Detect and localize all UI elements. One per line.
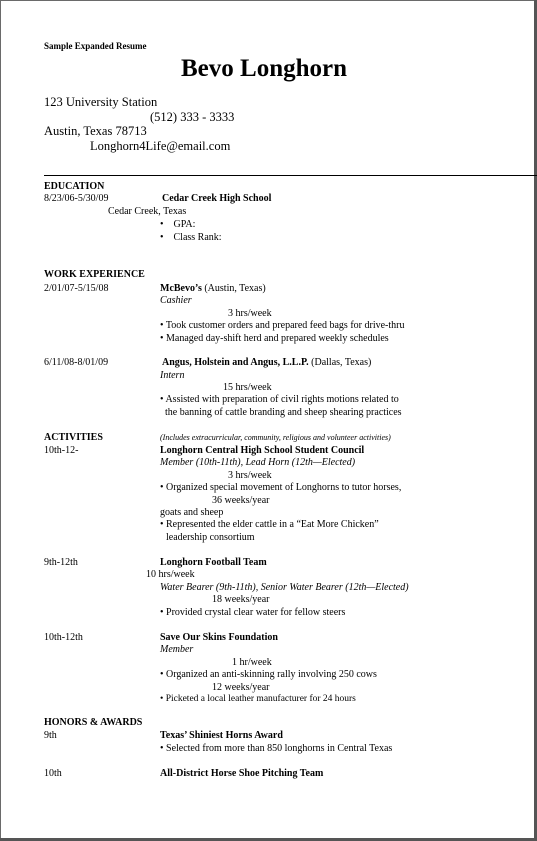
- activity-2-hours-top: 10 hrs/week: [146, 569, 195, 580]
- activity-3-line-1: • Organized an anti-skinning rally involving 250 cows: [160, 669, 377, 680]
- education-bullet-gpa: • GPA:: [160, 219, 196, 230]
- activities-note: (Includes extracurricular, community, religious and volunteer activities): [160, 433, 391, 442]
- education-school: Cedar Creek High School: [162, 193, 272, 204]
- activity-1-line-4: leadership consortium: [166, 532, 255, 543]
- education-heading: EDUCATION: [44, 181, 105, 192]
- activity-1-org: Longhorn Central High School Student Council: [160, 445, 365, 456]
- activity-2-line-1: • Provided crystal clear water for fellow steers: [160, 607, 346, 618]
- job-2-place: (Dallas, Texas): [311, 357, 372, 368]
- job-1-bullet-1: • Took customer orders and prepared feed bags for drive-thru: [160, 320, 405, 331]
- job-1-bullet-2: • Managed day-shift herd and prepared weekly schedules: [160, 333, 389, 344]
- activity-1-line-3: • Represented the elder cattle in a “Eat More Chicken”: [160, 519, 379, 530]
- job-2-title: Intern: [160, 370, 185, 381]
- address-line-1: 123 University Station: [44, 95, 158, 109]
- document-caption: Sample Expanded Resume: [44, 41, 147, 51]
- activity-2-org: Longhorn Football Team: [160, 557, 267, 568]
- honors-heading: HONORS & AWARDS: [44, 717, 143, 728]
- address-line-2: Austin, Texas 78713: [44, 124, 147, 138]
- activity-3-dates: 10th-12th: [44, 632, 83, 643]
- activity-1-line-2: goats and sheep: [160, 507, 224, 518]
- activity-2-weeks: 18 weeks/year: [212, 594, 270, 605]
- job-2-bullet-2: the banning of cattle branding and sheep shearing practices: [160, 407, 402, 418]
- job-1-title: Cashier: [160, 295, 192, 306]
- job-2-employer: Angus, Holstein and Angus, L.L.P.: [162, 357, 309, 368]
- job-1-employer: McBevo’s: [160, 283, 202, 294]
- job-2-employer-line: [162, 358, 371, 368]
- honor-1-dates: 9th: [44, 730, 57, 741]
- activity-3-line-2: • Picketed a local leather manufacturer for 24 hours: [160, 694, 356, 704]
- activities-heading: ACTIVITIES: [44, 432, 103, 443]
- phone-number: (512) 333 - 3333: [150, 110, 235, 124]
- honor-2-dates: 10th: [44, 768, 62, 779]
- activity-2-dates: 9th-12th: [44, 557, 78, 568]
- bullet-text: Class Rank:: [173, 232, 222, 243]
- job-1-dates: 2/01/07-5/15/08: [44, 283, 109, 294]
- bullet-text: GPA:: [173, 219, 196, 230]
- education-bullet-rank: • Class Rank:: [160, 232, 222, 243]
- activity-3-hours: 1 hr/week: [232, 657, 272, 668]
- activity-3-org: Save Our Skins Foundation: [160, 632, 278, 643]
- job-1-employer-line: [160, 284, 266, 294]
- honor-1-line: • Selected from more than 850 longhorns in Central Texas: [160, 743, 393, 754]
- resume-name: Bevo Longhorn: [181, 55, 348, 82]
- activity-2-role: Water Bearer (9th-11th), Senior Water Bearer (12th—Elected): [160, 582, 409, 593]
- job-1-place: (Austin, Texas): [204, 283, 266, 294]
- activity-3-role: Member: [160, 644, 194, 655]
- work-heading: WORK EXPERIENCE: [44, 269, 145, 280]
- activity-3-weeks: 12 weeks/year: [212, 682, 270, 693]
- email-address: Longhorn4Life@email.com: [90, 139, 231, 153]
- activity-1-weeks: 36 weeks/year: [212, 495, 270, 506]
- header-divider: [44, 175, 537, 176]
- honor-2-title: All-District Horse Shoe Pitching Team: [160, 768, 324, 779]
- job-2-dates: 6/11/08-8/01/09: [44, 357, 109, 368]
- activity-1-hours: 3 hrs/week: [228, 470, 272, 481]
- activity-1-role: Member (10th-11th), Lead Horn (12th—Elected): [160, 457, 356, 468]
- education-location: Cedar Creek, Texas: [108, 206, 187, 217]
- job-2-hours: 15 hrs/week: [223, 382, 272, 393]
- job-2-bullet-1: • Assisted with preparation of civil rights motions related to: [160, 394, 399, 405]
- activity-1-dates: 10th-12-: [44, 445, 79, 456]
- job-1-hours: 3 hrs/week: [228, 308, 272, 319]
- activity-1-line-1: • Organized special movement of Longhorns to tutor horses,: [160, 482, 402, 493]
- honor-1-title: Texas’ Shiniest Horns Award: [160, 730, 283, 741]
- education-dates: 8/23/06-5/30/09: [44, 193, 109, 204]
